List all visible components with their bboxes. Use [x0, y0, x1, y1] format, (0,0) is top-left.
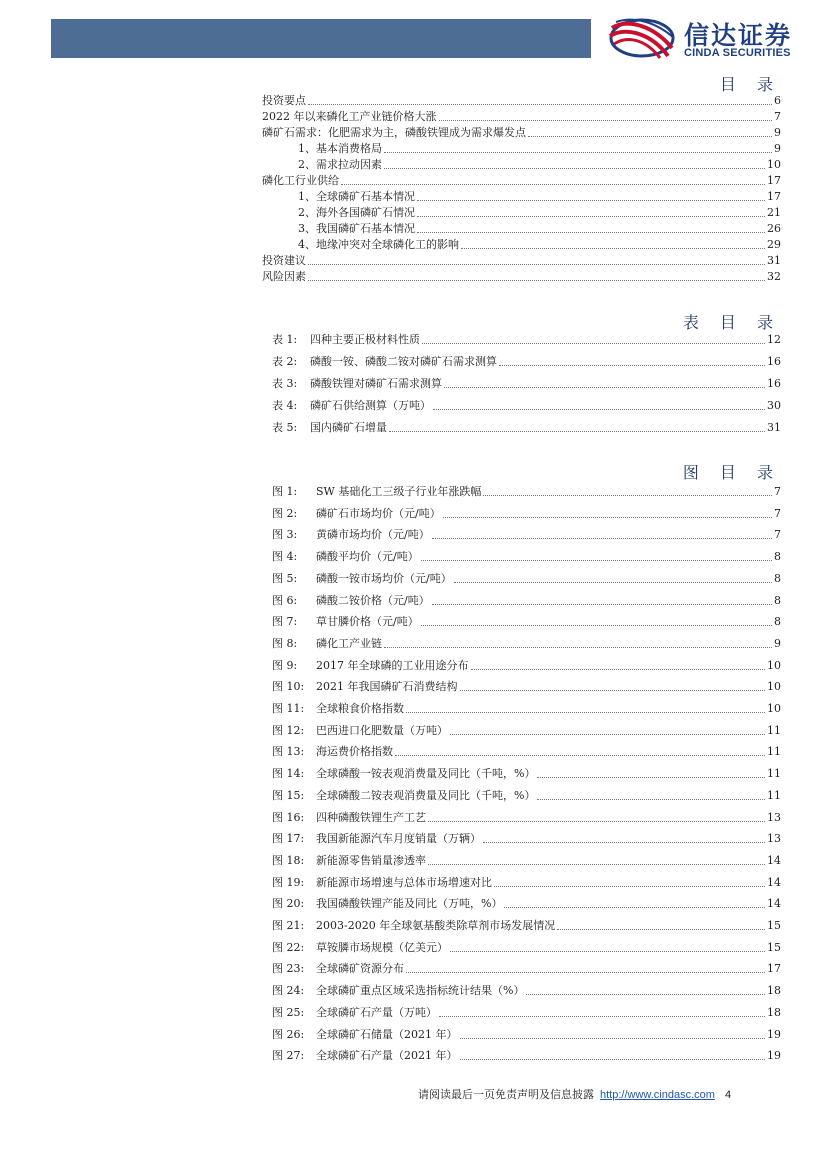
- figure-list-entry[interactable]: [272, 832, 782, 846]
- entry-label: 磷酸平均价（元/吨）: [316, 550, 419, 564]
- figure-list-entry[interactable]: [272, 528, 782, 542]
- dot-leader: [439, 120, 773, 121]
- entry-page-number: 8: [774, 615, 781, 629]
- entry-prefix: 图 21:: [272, 919, 305, 932]
- entry-prefix: 图 15:: [272, 788, 305, 802]
- entry-label: 草甘膦价格（元/吨）: [316, 615, 419, 629]
- dot-leader: [504, 907, 765, 908]
- entry-page-number: 6: [774, 94, 781, 107]
- entry-prefix: 表 4:: [272, 399, 298, 412]
- figure-list-entry[interactable]: [272, 745, 782, 759]
- logo-text-cn: 信达证券: [684, 21, 793, 50]
- entry-page-number: 12: [767, 333, 781, 346]
- contents-entry[interactable]: [262, 110, 782, 124]
- entry-page-number: 13: [767, 832, 781, 846]
- entry-label: 磷酸一铵、磷酸二铵对磷矿石需求测算: [310, 355, 497, 368]
- figure-list-entry[interactable]: [272, 1028, 782, 1042]
- entry-page-number: 16: [767, 377, 781, 390]
- figure-list-entry[interactable]: [272, 550, 782, 564]
- entry-label: 3、我国磷矿石基本情况: [298, 222, 415, 235]
- entry-page-number: 32: [767, 270, 781, 283]
- dot-leader: [308, 280, 765, 281]
- entry-label: 全球磷矿石产量（2021 年）: [316, 1049, 458, 1063]
- entry-label: 磷酸铁锂对磷矿石需求测算: [310, 377, 442, 390]
- entry-page-number: 10: [767, 158, 781, 171]
- entry-page-number: 18: [767, 1005, 781, 1019]
- dot-leader: [417, 232, 765, 233]
- entry-label: 磷矿石市场均价（元/吨）: [316, 506, 441, 520]
- entry-label: 四种磷酸铁锂生产工艺: [316, 810, 426, 824]
- entry-page-number: 29: [767, 238, 781, 251]
- entry-label: 全球磷矿石产量（万吨）: [316, 1005, 437, 1019]
- contents-entry[interactable]: [298, 142, 782, 156]
- entry-page-number: 17: [767, 190, 781, 203]
- dot-leader: [499, 365, 765, 366]
- entry-page-number: 18: [767, 984, 781, 998]
- entry-label: 2、需求拉动因素: [298, 158, 382, 171]
- figure-list-entry[interactable]: [272, 941, 782, 955]
- entry-prefix: 图 3:: [272, 528, 298, 542]
- entry-page-number: 10: [767, 680, 781, 694]
- entry-page-number: 17: [767, 174, 781, 187]
- entry-page-number: 14: [767, 897, 781, 911]
- entry-prefix: 图 18:: [272, 853, 305, 867]
- entry-label: 全球磷酸一铵表观消费量及同比（千吨，%）: [316, 767, 536, 781]
- figure-list-entry[interactable]: [272, 724, 782, 738]
- entry-label: 2017 年全球磷的工业用途分布: [316, 658, 469, 672]
- figure-list-entry[interactable]: [272, 572, 782, 586]
- entry-label: 国内磷矿石增量: [310, 421, 387, 434]
- entry-label: 2021 年我国磷矿石消费结构: [316, 680, 458, 694]
- entry-label: 海运费价格指数: [316, 745, 393, 759]
- figure-list-entry[interactable]: [272, 1049, 782, 1063]
- dot-leader: [526, 994, 765, 995]
- entry-page-number: 16: [767, 355, 781, 368]
- dot-leader: [537, 777, 765, 778]
- entry-label: 四种主要正极材料性质: [310, 333, 420, 346]
- logo-text-en: CINDA SECURITIES: [684, 47, 791, 59]
- dot-leader: [528, 136, 772, 137]
- entry-label: 全球磷矿资源分布: [316, 962, 404, 976]
- contents-title: 目 录: [719, 75, 781, 94]
- logo-swoosh-icon: [606, 14, 678, 62]
- page-footer: [418, 1086, 731, 1102]
- entry-label: 全球磷矿重点区域采选指标统计结果（%）: [316, 984, 525, 998]
- table-list-entry[interactable]: [272, 333, 782, 347]
- contents-entry[interactable]: [262, 174, 782, 188]
- entry-prefix: 图 10:: [272, 680, 305, 694]
- dot-leader: [432, 538, 772, 539]
- entry-page-number: 7: [774, 506, 781, 520]
- entry-label: 磷酸二铵价格（元/吨）: [316, 593, 430, 607]
- table-list-entry[interactable]: [272, 421, 782, 435]
- dot-leader: [494, 886, 765, 887]
- entry-prefix: 图 23:: [272, 962, 305, 976]
- entry-prefix: 图 2:: [272, 506, 298, 520]
- entry-label: 2003-2020 年全球氨基酸类除草剂市场发展情况: [316, 919, 556, 932]
- entry-prefix: 图 26:: [272, 1027, 305, 1041]
- tables-title: 表 目 录: [682, 313, 781, 332]
- entry-label: 2、海外各国磷矿石情况: [298, 206, 415, 219]
- entry-label: 2022 年以来磷化工产业链价格大涨: [262, 110, 437, 123]
- entry-prefix: 图 14:: [272, 767, 305, 781]
- contents-entry[interactable]: [262, 94, 782, 108]
- dot-leader: [389, 431, 765, 432]
- entry-prefix: 图 9:: [272, 658, 298, 672]
- entry-page-number: 21: [767, 206, 781, 219]
- entry-label: 投资要点: [262, 94, 306, 107]
- entry-prefix: 表 1:: [272, 333, 298, 346]
- figure-list-entry[interactable]: [272, 984, 782, 998]
- entry-prefix: 图 27:: [272, 1049, 305, 1063]
- entry-page-number: 31: [767, 254, 781, 267]
- dot-leader: [308, 104, 772, 105]
- dot-leader: [417, 200, 765, 201]
- dot-leader: [444, 387, 765, 388]
- contents-entry[interactable]: [298, 222, 782, 236]
- entry-prefix: 图 1:: [272, 485, 298, 498]
- entry-prefix: 图 5:: [272, 571, 298, 585]
- entry-label: 全球磷酸二铵表观消费量及同比（千吨，%）: [316, 788, 536, 802]
- figures-title: 图 目 录: [682, 463, 781, 482]
- dot-leader: [537, 799, 765, 800]
- dot-leader: [428, 864, 765, 865]
- entry-page-number: 31: [767, 421, 781, 434]
- dot-leader: [454, 582, 772, 583]
- entry-label: 风险因素: [262, 270, 306, 283]
- entry-label: 巴西进口化肥数量（万吨）: [316, 723, 448, 737]
- dot-leader: [450, 951, 765, 952]
- entry-label: 投资建议: [262, 254, 306, 267]
- dot-leader: [483, 842, 765, 843]
- entry-label: 全球粮食价格指数: [316, 702, 404, 715]
- dot-leader: [443, 517, 772, 518]
- entry-prefix: 图 17:: [272, 832, 305, 846]
- dot-leader: [439, 1016, 765, 1017]
- entry-label: 我国新能源汽车月度销量（万辆）: [316, 832, 481, 846]
- dot-leader: [384, 168, 765, 169]
- dot-leader: [460, 1059, 766, 1060]
- dot-leader: [395, 755, 765, 756]
- entry-page-number: 10: [767, 702, 781, 715]
- footer-website-link[interactable]: http://www.cindasc.com: [600, 1089, 715, 1101]
- dot-leader: [406, 972, 765, 973]
- entry-prefix: 图 12:: [272, 723, 305, 737]
- dot-leader: [433, 409, 765, 410]
- entry-prefix: 图 4:: [272, 550, 298, 564]
- entry-page-number: 11: [767, 788, 781, 802]
- figure-list-entry[interactable]: [272, 637, 782, 651]
- page-number: 4: [724, 1089, 732, 1101]
- company-logo: [606, 14, 811, 62]
- entry-prefix: 图 20:: [272, 897, 305, 911]
- dot-leader: [384, 152, 772, 153]
- entry-page-number: 19: [767, 1049, 781, 1063]
- entry-page-number: 14: [767, 853, 781, 867]
- entry-page-number: 8: [774, 571, 781, 585]
- entry-page-number: 7: [774, 528, 781, 542]
- entry-label: 1、全球磷矿石基本情况: [298, 190, 415, 203]
- entry-label: 全球磷矿石储量（2021 年）: [316, 1027, 458, 1041]
- entry-label: 1、基本消费格局: [298, 142, 382, 155]
- contents-entry[interactable]: [298, 190, 782, 204]
- dot-leader: [308, 264, 765, 265]
- entry-prefix: 图 25:: [272, 1005, 305, 1019]
- entry-page-number: 10: [767, 658, 781, 672]
- entry-prefix: 图 19:: [272, 875, 305, 889]
- entry-page-number: 9: [774, 636, 781, 650]
- entry-page-number: 26: [767, 222, 781, 235]
- contents-entry[interactable]: [298, 238, 782, 252]
- figure-list-entry[interactable]: [272, 962, 782, 976]
- entry-prefix: 表 5:: [272, 421, 298, 434]
- figure-list-entry[interactable]: [272, 789, 782, 803]
- figure-list-entry[interactable]: [272, 680, 782, 694]
- entry-prefix: 图 22:: [272, 940, 305, 954]
- figure-list-entry[interactable]: [272, 594, 782, 608]
- figure-list-entry[interactable]: [272, 659, 782, 673]
- figure-list-entry[interactable]: [272, 876, 782, 890]
- dot-leader: [406, 712, 765, 713]
- contents-entry[interactable]: [262, 270, 782, 284]
- table-list-entry[interactable]: [272, 377, 782, 391]
- figure-list-entry[interactable]: [272, 897, 782, 911]
- dot-leader: [428, 821, 765, 822]
- contents-entry[interactable]: [262, 126, 782, 140]
- dot-leader: [483, 495, 772, 496]
- figure-list-entry[interactable]: [272, 507, 782, 521]
- entry-label: 新能源零售销量渗透率: [316, 853, 426, 867]
- dot-leader: [421, 625, 772, 626]
- dot-leader: [557, 929, 765, 930]
- dot-leader: [417, 216, 765, 217]
- dot-leader: [461, 248, 765, 249]
- figure-list-entry[interactable]: [272, 615, 782, 629]
- entry-label: 磷矿石供给测算（万吨）: [310, 399, 431, 412]
- entry-label: 4、地缘冲突对全球磷化工的影响: [298, 238, 459, 251]
- entry-prefix: 表 2:: [272, 355, 298, 368]
- entry-label: 磷酸一铵市场均价（元/吨）: [316, 571, 452, 585]
- entry-page-number: 13: [767, 810, 781, 824]
- entry-label: 磷化工行业供给: [262, 174, 339, 187]
- entry-label: 磷矿石需求：化肥需求为主，磷酸铁锂成为需求爆发点: [262, 126, 526, 139]
- entry-label: 新能源市场增速与总体市场增速对比: [316, 875, 492, 889]
- dot-leader: [421, 560, 772, 561]
- figure-list-entry[interactable]: [272, 811, 782, 825]
- entry-label: SW 基础化工三级子行业年涨跌幅: [316, 485, 482, 498]
- figure-list-entry[interactable]: [272, 485, 782, 499]
- entry-page-number: 30: [767, 399, 781, 412]
- figure-list-entry[interactable]: [272, 1006, 782, 1020]
- entry-page-number: 11: [767, 723, 781, 737]
- dot-leader: [422, 343, 765, 344]
- entry-prefix: 图 8:: [272, 636, 298, 650]
- table-list-entry[interactable]: [272, 399, 782, 413]
- entry-label: 我国磷酸铁锂产能及同比（万吨，%）: [316, 897, 503, 911]
- figure-list-entry[interactable]: [272, 854, 782, 868]
- entry-label: 磷化工产业链: [316, 636, 382, 650]
- figure-list-entry[interactable]: [272, 767, 782, 781]
- entry-page-number: 19: [767, 1027, 781, 1041]
- entry-page-number: 7: [774, 485, 781, 498]
- entry-label: 黄磷市场均价（元/吨）: [316, 528, 430, 542]
- entry-prefix: 图 11:: [272, 702, 305, 715]
- dot-leader: [460, 690, 766, 691]
- entry-prefix: 图 6:: [272, 593, 298, 607]
- figure-list-entry[interactable]: [272, 702, 782, 716]
- entry-prefix: 表 3:: [272, 377, 298, 390]
- entry-page-number: 15: [767, 940, 781, 954]
- dot-leader: [460, 1038, 766, 1039]
- entry-prefix: 图 13:: [272, 745, 305, 759]
- entry-label: 草铵膦市场规模（亿美元）: [316, 940, 448, 954]
- entry-prefix: 图 16:: [272, 810, 305, 824]
- contents-entry[interactable]: [262, 254, 782, 268]
- entry-page-number: 8: [774, 550, 781, 564]
- entry-prefix: 图 24:: [272, 984, 305, 998]
- footer-disclaimer: 请阅读最后一页免责声明及信息披露: [418, 1088, 594, 1101]
- entry-page-number: 14: [767, 875, 781, 889]
- dot-leader: [384, 647, 772, 648]
- dot-leader: [471, 669, 766, 670]
- entry-page-number: 7: [774, 110, 781, 123]
- entry-page-number: 15: [767, 919, 781, 932]
- entry-page-number: 9: [774, 126, 781, 139]
- entry-page-number: 11: [767, 767, 781, 781]
- contents-entry[interactable]: [298, 158, 782, 172]
- contents-entry[interactable]: [298, 206, 782, 220]
- entry-page-number: 17: [767, 962, 781, 976]
- table-list-entry[interactable]: [272, 355, 782, 369]
- dot-leader: [341, 184, 765, 185]
- entry-page-number: 9: [774, 142, 781, 155]
- header-bar: [51, 19, 591, 58]
- dot-leader: [432, 604, 772, 605]
- entry-page-number: 11: [767, 745, 781, 759]
- dot-leader: [450, 734, 765, 735]
- entry-page-number: 8: [774, 593, 781, 607]
- entry-prefix: 图 7:: [272, 615, 298, 629]
- figure-list-entry[interactable]: [272, 919, 782, 933]
